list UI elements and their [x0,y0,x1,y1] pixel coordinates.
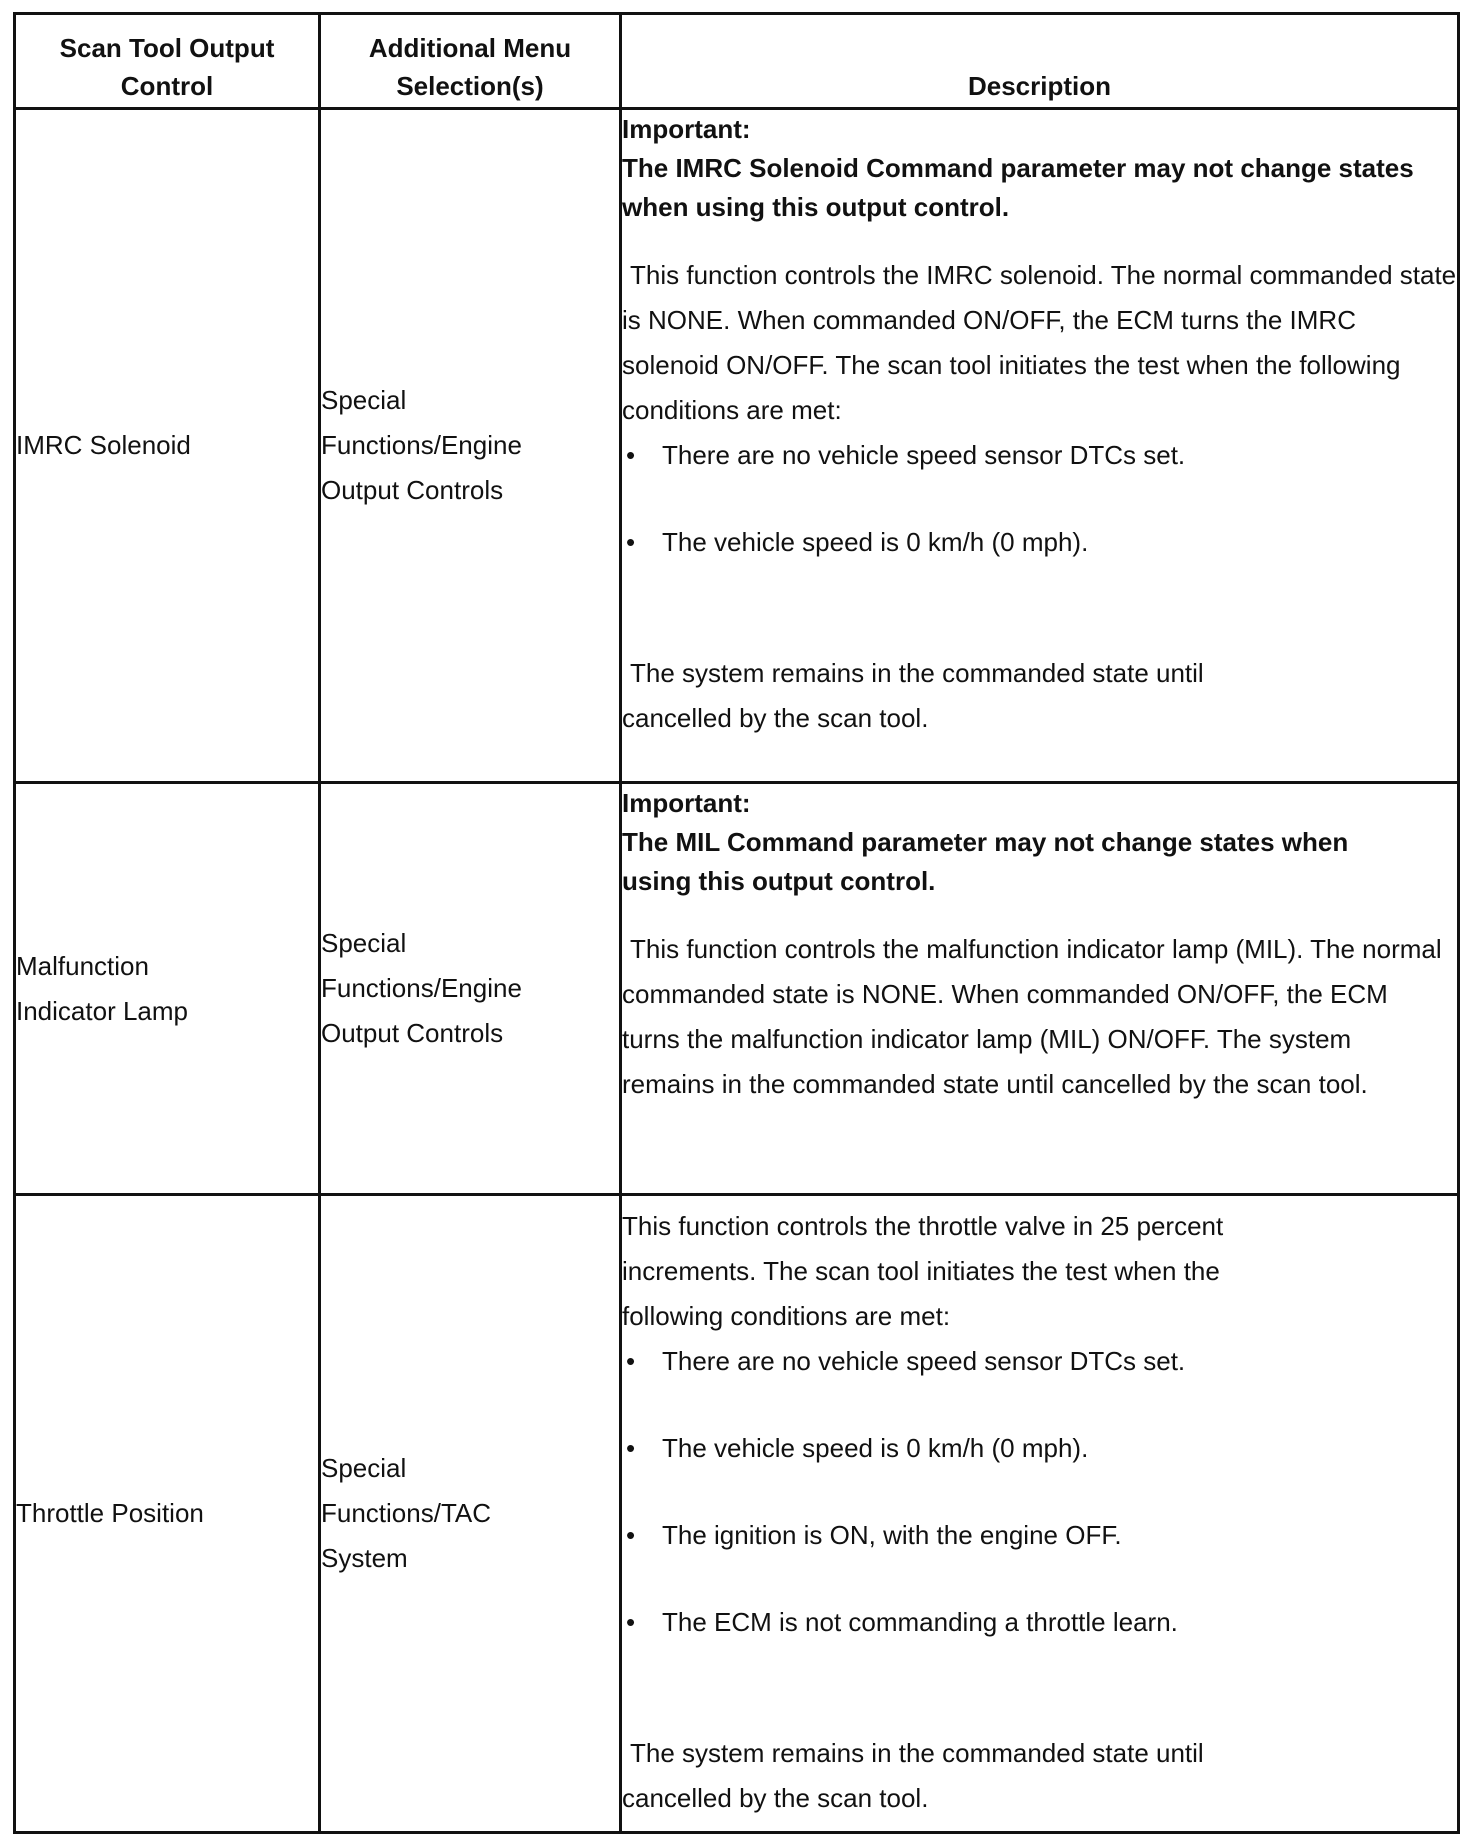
condition-item [622,433,1457,478]
conditions-list [622,433,1457,565]
description-intro: This function controls the malfunction indicator lamp (MIL). The normal commanded state is NONE. When commanded ON/OFF, the ECM turns the malfunction indicator lamp (MIL) ON/OFF. The system remains in the commanded state until cancelled by the scan tool. [622,934,1442,1099]
spacer [622,565,1457,651]
bullet-icon: • [626,440,636,470]
condition-text: There are no vehicle speed sensor DTCs set. [662,1346,1186,1376]
conditions-list [622,1339,1457,1645]
menu-cell [320,783,621,1195]
description-cell [621,783,1459,1195]
spacer [622,478,1457,520]
condition-item [622,1426,1457,1471]
menu-cell [320,1195,621,1833]
bullet-icon: • [626,1520,636,1550]
bullet-icon: • [626,527,636,557]
header-col2-text: Additional Menu Selection(s) [368,33,572,101]
control-name: Malfunction Indicator Lamp [16,950,188,1026]
condition-item [622,520,1457,565]
condition-item [622,1513,1457,1558]
condition-item [622,1339,1457,1384]
menu-selection: Special Functions/TAC System [321,1453,492,1573]
important-note: The MIL Command parameter may not change states when using this output control. [622,827,1349,896]
description-cell [621,109,1459,783]
menu-cell [320,109,621,783]
condition-text: The vehicle speed is 0 km/h (0 mph). [662,527,1089,557]
description-intro: This function controls the throttle valve in 25 percent increments. The scan tool initiates the test when the following conditions are met: [622,1211,1224,1331]
condition-text: There are no vehicle speed sensor DTCs set. [662,440,1186,470]
control-name: IMRC Solenoid [16,430,191,460]
bullet-icon: • [626,1346,636,1376]
table-header-row [15,14,1459,109]
bullet-icon: • [626,1433,636,1463]
description-cell [621,1195,1459,1833]
bullet-icon: • [626,1607,636,1637]
spacer [622,1471,1457,1513]
condition-text: The vehicle speed is 0 km/h (0 mph). [662,1433,1089,1463]
control-name: Throttle Position [16,1498,204,1528]
description-outro: The system remains in the commanded state until cancelled by the scan tool. [622,658,1204,733]
header-description [621,14,1459,109]
important-label: Important: [622,114,751,144]
header-additional-menu-selections [320,14,621,109]
table-row [15,1195,1459,1833]
control-cell [15,109,320,783]
condition-item [622,1600,1457,1645]
header-scan-tool-output-control [15,14,320,109]
scan-tool-output-table [13,12,1460,1834]
table-row [15,109,1459,783]
description-outro: The system remains in the commanded state until cancelled by the scan tool. [622,1738,1204,1813]
spacer [622,1384,1457,1426]
menu-selection: Special Functions/Engine Output Controls [321,385,522,505]
control-cell [15,783,320,1195]
table-row [15,783,1459,1195]
spacer [622,1558,1457,1600]
important-note: The IMRC Solenoid Command parameter may not change states when using this output control. [622,153,1414,222]
description-intro: This function controls the IMRC solenoid. The normal commanded state is NONE. When commanded ON/OFF, the ECM turns the IMRC solenoid ON/OFF. The scan tool initiates the test when the following conditions are met: [622,260,1457,425]
condition-text: The ignition is ON, with the engine OFF. [662,1520,1122,1550]
spacer [622,1645,1457,1731]
header-col1-text: Scan Tool Output Control [59,33,275,101]
important-label: Important: [622,788,751,818]
menu-selection: Special Functions/Engine Output Controls [321,928,522,1048]
condition-text: The ECM is not commanding a throttle learn. [662,1607,1178,1637]
header-col3-text: Description [967,71,1112,101]
control-cell [15,1195,320,1833]
